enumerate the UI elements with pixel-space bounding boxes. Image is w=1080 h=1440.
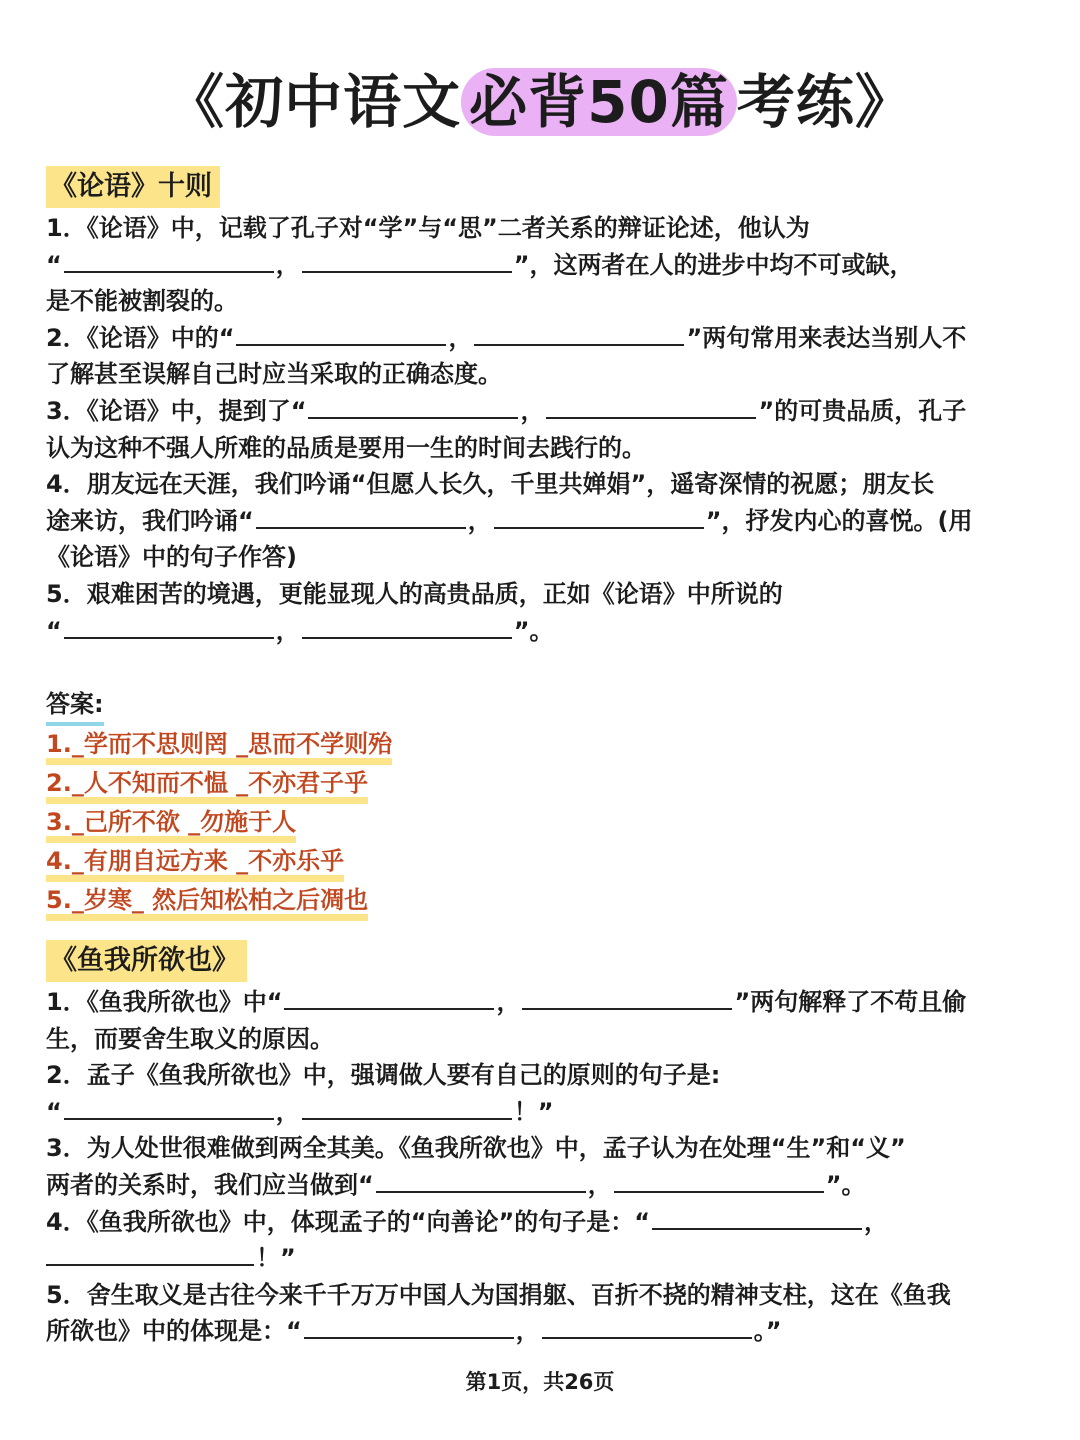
answer-blank[interactable] bbox=[64, 247, 274, 273]
answer-blank[interactable] bbox=[236, 320, 446, 346]
question-1 bbox=[46, 984, 1036, 1057]
question-text: 3．为人处世很难做到两全其美。《鱼我所欲也》中，孟子认为在处理“生”和“义” bbox=[46, 1134, 906, 1163]
answer-blank[interactable] bbox=[308, 393, 518, 419]
question-text: ！” bbox=[513, 1097, 554, 1126]
answer-blank[interactable] bbox=[542, 1313, 752, 1339]
question-text: ， bbox=[275, 616, 300, 645]
question-2 bbox=[46, 1057, 1036, 1130]
answer-blank[interactable] bbox=[256, 503, 466, 529]
question-text: 3．《论语》中，提到了“ bbox=[46, 396, 307, 425]
question-text: ， bbox=[275, 1097, 300, 1126]
page-title bbox=[0, 62, 1080, 142]
question-5 bbox=[46, 1277, 1036, 1350]
question-text: ”。 bbox=[513, 616, 554, 645]
answer-item: 3._己所不欲 _勿施于人 bbox=[46, 804, 1036, 843]
question-text: 5．舍生取义是古往今来千千万万中国人为国捐躯、百折不挠的精神支柱，这在《鱼我 bbox=[46, 1280, 951, 1309]
section-yuwosuoyuye bbox=[46, 940, 1036, 1350]
answer-blank[interactable] bbox=[64, 1094, 274, 1120]
answer-blank[interactable] bbox=[474, 320, 684, 346]
answer-blank[interactable] bbox=[304, 1313, 514, 1339]
question-text: ， bbox=[587, 1170, 612, 1199]
answer-item: 4._有朋自远方来 _不亦乐乎 bbox=[46, 843, 1036, 882]
answer-item: 2._人不知而不愠 _不亦君子乎 bbox=[46, 765, 1036, 804]
question-text: ， bbox=[275, 250, 300, 279]
question-text: 4．朋友远在天涯，我们吟诵“但愿人长久，千里共婵娟”，遥寄深情的祝愿；朋友长 bbox=[46, 470, 935, 499]
question-4 bbox=[46, 466, 1036, 576]
question-text: 2．孟子《鱼我所欲也》中，强调做人要有自己的原则的句子是: bbox=[46, 1061, 721, 1090]
question-2 bbox=[46, 320, 1036, 393]
question-text: ”，抒发内心的喜悦。(用 bbox=[705, 506, 973, 535]
answer-item: 1._学而不思则罔 _思而不学则殆 bbox=[46, 726, 1036, 765]
question-text: ”，这两者在人的进步中均不可或缺， bbox=[513, 250, 914, 279]
question-4 bbox=[46, 1204, 1036, 1277]
question-text: 5．艰难困苦的境遇，更能显现人的高贵品质，正如《论语》中所说的 bbox=[46, 579, 783, 608]
question-text: ”的可贵品质，孔子 bbox=[758, 396, 967, 425]
answer-blank[interactable] bbox=[376, 1167, 586, 1193]
question-text: “ bbox=[46, 250, 62, 279]
question-text: 1．《论语》中，记载了孔子对“学”与“思”二者关系的辩证论述，他认为 bbox=[46, 214, 810, 242]
question-text: ， bbox=[520, 396, 545, 425]
question-text: ， bbox=[448, 323, 473, 352]
answer-blank[interactable] bbox=[652, 1204, 862, 1230]
question-text: ！” bbox=[256, 1244, 296, 1273]
section-lunyu bbox=[46, 166, 1036, 649]
question-text: 是不能被割裂的。 bbox=[46, 287, 238, 316]
question-text: 途来访，我们吟诵“ bbox=[46, 506, 254, 535]
answer-blank[interactable] bbox=[302, 613, 512, 639]
answer-blank[interactable] bbox=[522, 984, 732, 1010]
question-text: 两者的关系时，我们应当做到“ bbox=[46, 1170, 374, 1199]
answer-blank[interactable] bbox=[284, 984, 494, 1010]
answer-blank[interactable] bbox=[302, 247, 512, 273]
question-text: 1．《鱼我所欲也》中“ bbox=[46, 988, 283, 1016]
answer-blank[interactable] bbox=[302, 1094, 512, 1120]
question-text: 。” bbox=[753, 1317, 782, 1346]
question-text: ， bbox=[864, 1207, 889, 1236]
question-text: 了解甚至误解自己时应当采取的正确态度。 bbox=[46, 360, 502, 389]
question-3 bbox=[46, 1130, 1036, 1203]
question-text: “ bbox=[46, 616, 62, 645]
question-text: 认为这种不强人所难的品质是要用一生的时间去践行的。 bbox=[46, 433, 646, 462]
question-text: 4．《鱼我所欲也》中，体现孟子的“向善论”的句子是：“ bbox=[46, 1207, 651, 1236]
answer-item: 5._岁寒_ 然后知松柏之后凋也 bbox=[46, 882, 1036, 921]
title-highlight: 必背50篇 bbox=[461, 68, 737, 136]
answer-blank[interactable] bbox=[64, 613, 274, 639]
question-text: 2．《论语》中的“ bbox=[46, 323, 235, 352]
answers-section bbox=[46, 682, 1036, 921]
section-heading: 《鱼我所欲也》 bbox=[46, 940, 247, 982]
question-text: “ bbox=[46, 1097, 62, 1126]
answer-blank[interactable] bbox=[546, 393, 756, 419]
question-text: ， bbox=[515, 1317, 540, 1346]
question-1 bbox=[46, 210, 1036, 320]
answer-blank[interactable] bbox=[614, 1167, 824, 1193]
title-prefix: 《初中语文 bbox=[166, 68, 462, 136]
question-text: ， bbox=[467, 506, 492, 535]
answer-blank[interactable] bbox=[494, 503, 704, 529]
question-text: ”。 bbox=[825, 1170, 866, 1199]
page-footer: 第1页，共26页 bbox=[465, 1370, 615, 1394]
question-text: ”两句解释了不苟且偷 bbox=[734, 988, 967, 1016]
question-text: 生，而要舍生取义的原因。 bbox=[46, 1024, 334, 1053]
question-text: 所欲也》中的体现是：“ bbox=[46, 1317, 302, 1346]
section-heading: 《论语》十则 bbox=[46, 166, 220, 208]
answer-list bbox=[46, 726, 1036, 921]
question-3 bbox=[46, 393, 1036, 466]
question-5 bbox=[46, 576, 1036, 649]
answers-heading: 答案: bbox=[46, 686, 104, 726]
question-text: 《论语》中的句子作答) bbox=[46, 543, 297, 572]
title-suffix: 考练》 bbox=[736, 68, 914, 136]
answer-blank[interactable] bbox=[46, 1240, 254, 1266]
question-text: ， bbox=[496, 988, 521, 1016]
question-text: ”两句常用来表达当别人不 bbox=[686, 323, 967, 352]
